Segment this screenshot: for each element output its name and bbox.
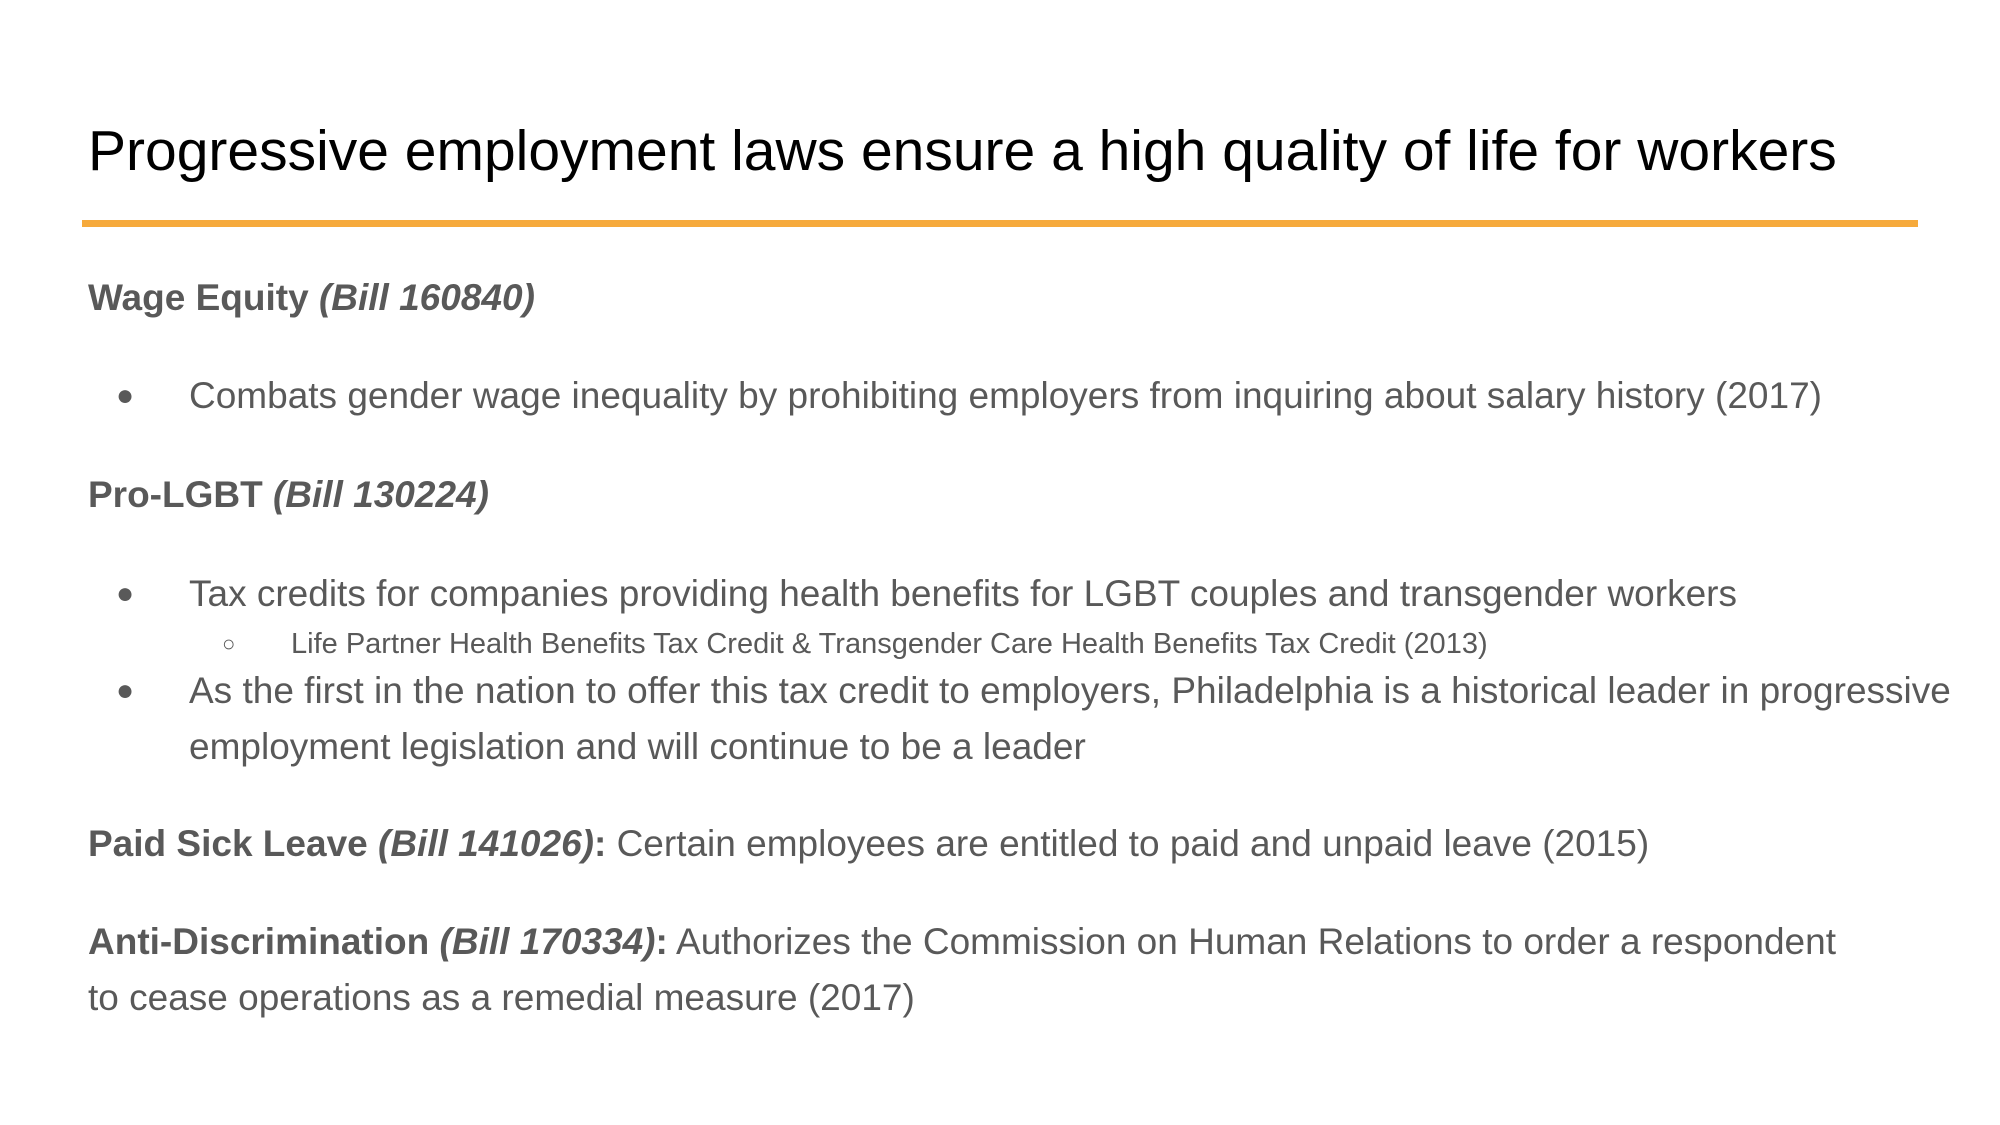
section-heading-wage-equity [88,270,535,326]
bullet-text: Tax credits for companies providing health benefits for LGBT couples and transgender workers [189,573,1737,614]
filled-circle-bullet-icon: ● [116,577,135,610]
sub-bullet-text: Life Partner Health Benefits Tax Credit & Transgender Care Health Benefits Tax Credit (2013) [291,628,1488,660]
filled-circle-bullet-icon: ● [116,674,135,707]
heading-colon: : [593,823,607,864]
bullet-text: Combats gender wage inequality by prohibiting employers from inquiring about salary history (2017) [189,375,1822,416]
bill-number: (Bill 160840) [318,277,535,318]
bullet-text: As the first in the nation to offer this tax credit to employers, Philadelphia is a historical leader in progressive employment legislation and will continue to be a leader [189,670,1951,767]
section-anti-discrimination [88,914,1868,1026]
filled-circle-bullet-icon: ● [116,379,135,412]
section-heading-pro-lgbt [88,467,489,523]
section-description: Certain employees are entitled to paid and unpaid leave (2015) [606,823,1650,864]
bill-number: (Bill 130224) [272,474,489,515]
title-underline [82,220,1918,227]
hollow-circle-bullet-icon: ○ [222,631,236,656]
section-title: Wage Equity [88,277,309,318]
slide-title: Progressive employment laws ensure a high quality of life for workers [88,119,1837,183]
heading-colon: : [655,921,668,962]
section-title: Pro-LGBT [88,474,263,515]
section-description: Authorizes the Commission on Human Relations to order a respondent to cease operations as a remedial measure (2017) [88,921,1836,1018]
section-title: Anti-Discrimination [88,921,430,962]
bill-number: (Bill 170334) [439,921,656,962]
section-paid-sick-leave [88,816,1868,872]
bill-number: (Bill 141026) [378,823,594,864]
section-title: Paid Sick Leave [88,823,368,864]
